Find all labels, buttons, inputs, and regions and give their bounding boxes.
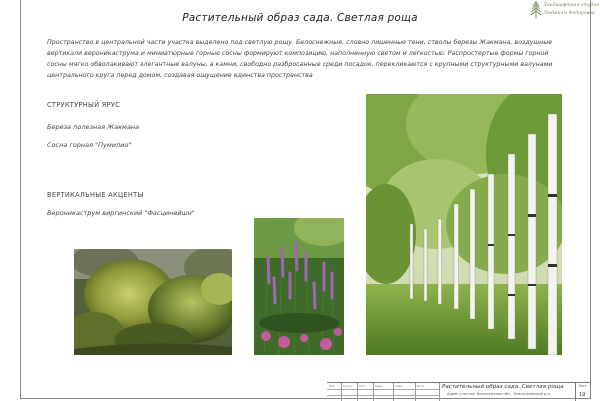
photo-birch-grove: [366, 94, 562, 355]
logo-line-2: Людмилы Федоровой: [543, 11, 595, 16]
title-block: [327, 382, 591, 401]
plant-item-pine: Сосна горная "Пумилио": [47, 141, 132, 149]
studio-logo: [524, 0, 600, 22]
page-title: Растительный образ сада. Светлая роща: [182, 12, 418, 24]
photo-mountain-pine: [74, 249, 232, 355]
grid-label-signature: Подп.: [395, 385, 403, 388]
intro-paragraph: Пространство в центральной части участка выделено под светлую рощу. Белоснежные, словно лишенные тени, стволы березы Жакмана, воздушные вертикали вероникаструма и миниатюрные горные сосны формируют композицию, наполненную светом и легкостью. Распростертые формы горной сосны мягко обволакивают элегантные валуны, а камни, свободно разбросанные среди посадок, перекликаются с крупными структурными валунами центрального круга перед домом, создавая ощущение единства пространства: [47, 39, 553, 79]
photo-veronicastrum: [254, 218, 344, 355]
grid-label-docnum: №док.: [375, 385, 384, 388]
title-block-grid: [327, 383, 439, 401]
grid-label-date: Дата: [417, 385, 424, 388]
title-block-address: Адрес участка: Воронежская обл., Новоусманский р-н,: [447, 392, 552, 396]
plant-item-veronicastrum: Вероникаструм виргинский "Фасцинейшн": [47, 209, 195, 217]
title-block-title: Растительный образ сада. Светлая роща: [442, 384, 564, 390]
tree-logo-icon: [530, 0, 542, 19]
section-heading-structural: СТРУКТУРНЫЙ ЯРУС: [47, 101, 121, 109]
grid-label-change: Изм.: [329, 385, 336, 388]
logo-line-1: Ландшафтная студия: [543, 3, 600, 8]
sheet-label: Лист: [578, 384, 587, 388]
sheet-number-box: [575, 383, 592, 401]
plant-item-birch: Береза полезная Жакмана: [47, 123, 140, 131]
section-heading-vertical: ВЕРТИКАЛЬНЫЕ АКЦЕНТЫ: [47, 191, 144, 199]
sheet-number: 19: [579, 392, 586, 398]
grid-label-sheet: Лист: [359, 385, 366, 388]
grid-label-count: Кол.уч: [343, 385, 352, 388]
